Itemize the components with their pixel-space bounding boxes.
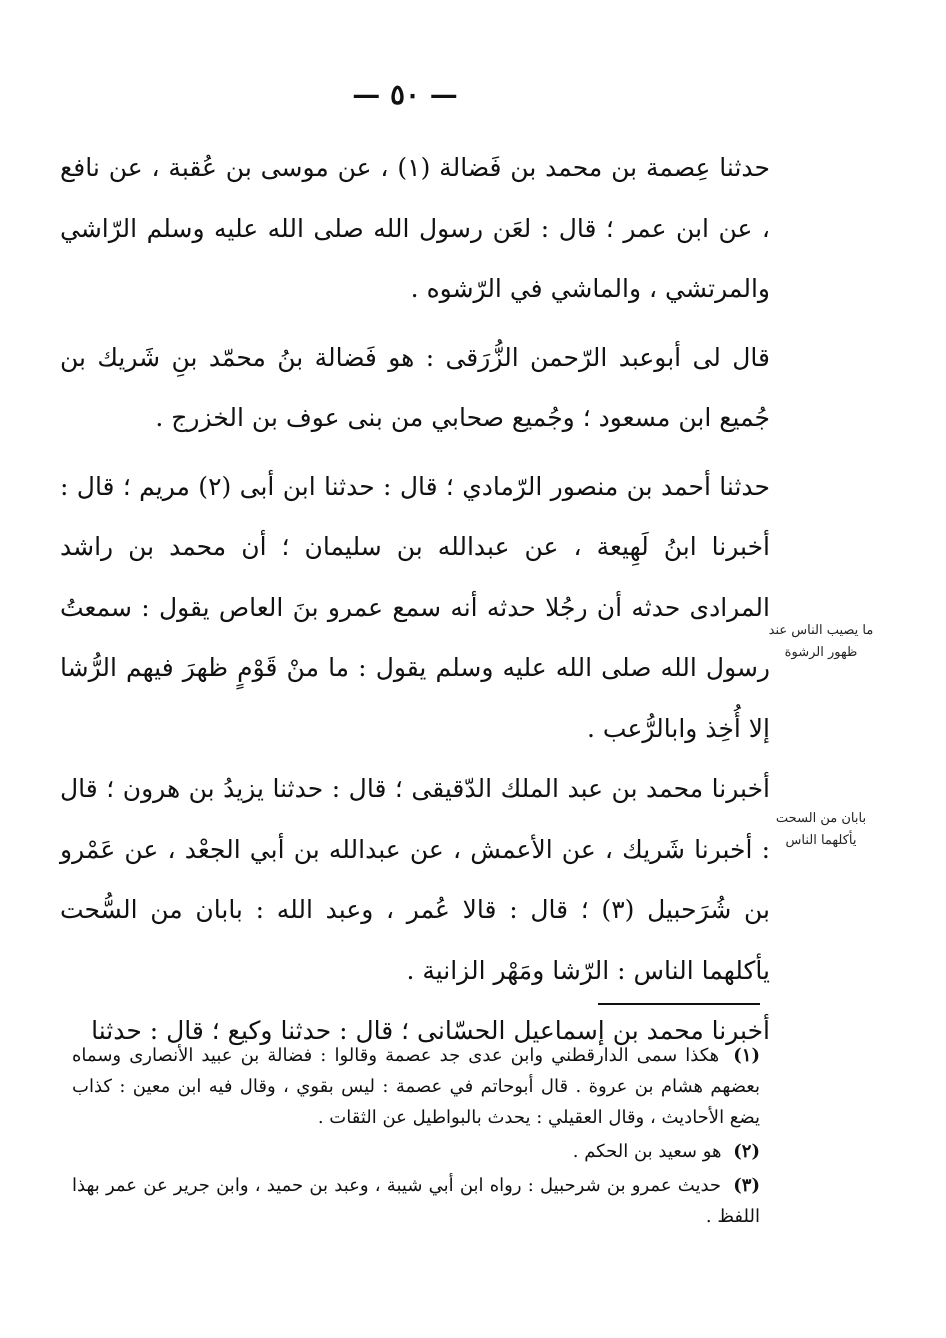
margin-note-bribery: ما يصيب الناس عند ظهور الرشوة [768,623,874,660]
footnote-2 [72,1136,760,1167]
footnotes [72,1040,760,1232]
footnote-number: (٣) [733,1175,760,1196]
main-text [60,138,770,1062]
paragraph-2: قال لى أبوعبد الرّحمن الزُّرَقى : هو فَضالة بنُ محمّد بنِ شَريك بن جُميع ابن مسعود ؛ وجُميع صحابي من بنى عوف بن الخزرج . [60,342,770,432]
footnote-3 [72,1170,760,1232]
paragraph-5: أخبرنا محمد بن إسماعيل الحسّانى ؛ قال : حدثنا وكيع ؛ قال : حدثنا [91,1016,770,1045]
footnote-text: هو سعيد بن الحكم . [572,1141,722,1162]
footnote-text: هكذا سمى الدارقطني وابن عدى جد عصمة وقالوا : فضالة بن عبيد الأنصارى وسماه بعضهم هشام بن عروة . قال أبوحاتم في عصمة : ليس بقوي ، وقال فيه ابن معين : كذاب يضع الأحاديث ، وقال العقيلي : يحدث بالبواطيل عن الثقات . [72,1045,760,1128]
paragraph-4: أخبرنا محمد بن عبد الملك الدّقيقى ؛ قال : حدثنا يزيدُ بن هرون ؛ قال : أخبرنا شَريك ، عن الأعمش ، عن عبدالله بن أبي الجعْد ، عن عَمْرو بن شُرَحبيل (٣) ؛ قال : قالا عُمر ، وعبد الله : بابان من السُّحت يأكلهما الناس : الرّشا ومَهْر الزانية . [60,774,770,985]
paragraph-1: حدثنا عِصمة بن محمد بن فَضالة (١) ، عن موسى بن عُقبة ، عن نافع ، عن ابن عمر ؛ قال : لعَن رسول الله صلى الله عليه وسلم الرّاشي والمرتشي ، والماشي في الرّشوه . [60,153,770,303]
footnote-1 [72,1040,760,1133]
footnote-number: (٢) [733,1141,760,1162]
paragraph-3: حدثنا أحمد بن منصور الرّمادي ؛ قال : حدثنا ابن أبى (٢) مريم ؛ قال : أخبرنا ابنُ لَهِيعة ، عن عبدالله بن سليمان ؛ أن محمد بن راشد المرادى حدثه أن رجُلا حدثه أنه سمع عمرو بنَ العاص يقول : سمعتُ رسول الله صلى الله عليه وسلم يقول : ما منْ قَوْمٍ ظهرَ فيهم الرُّشا إلا أُخِذ وابالرُّعب . [60,471,770,743]
footnote-number: (١) [733,1045,760,1066]
page-number: — ٥٠ — [352,78,458,111]
footnote-text: حديث عمرو بن شرحبيل : رواه ابن أبي شيبة ، وعبد بن حميد ، وابن جرير عن عمر بهذا اللفظ . [72,1175,760,1227]
margin-note-suht: بابان من السحت يأكلهما الناس [775,811,867,848]
footnote-divider [598,1003,760,1005]
